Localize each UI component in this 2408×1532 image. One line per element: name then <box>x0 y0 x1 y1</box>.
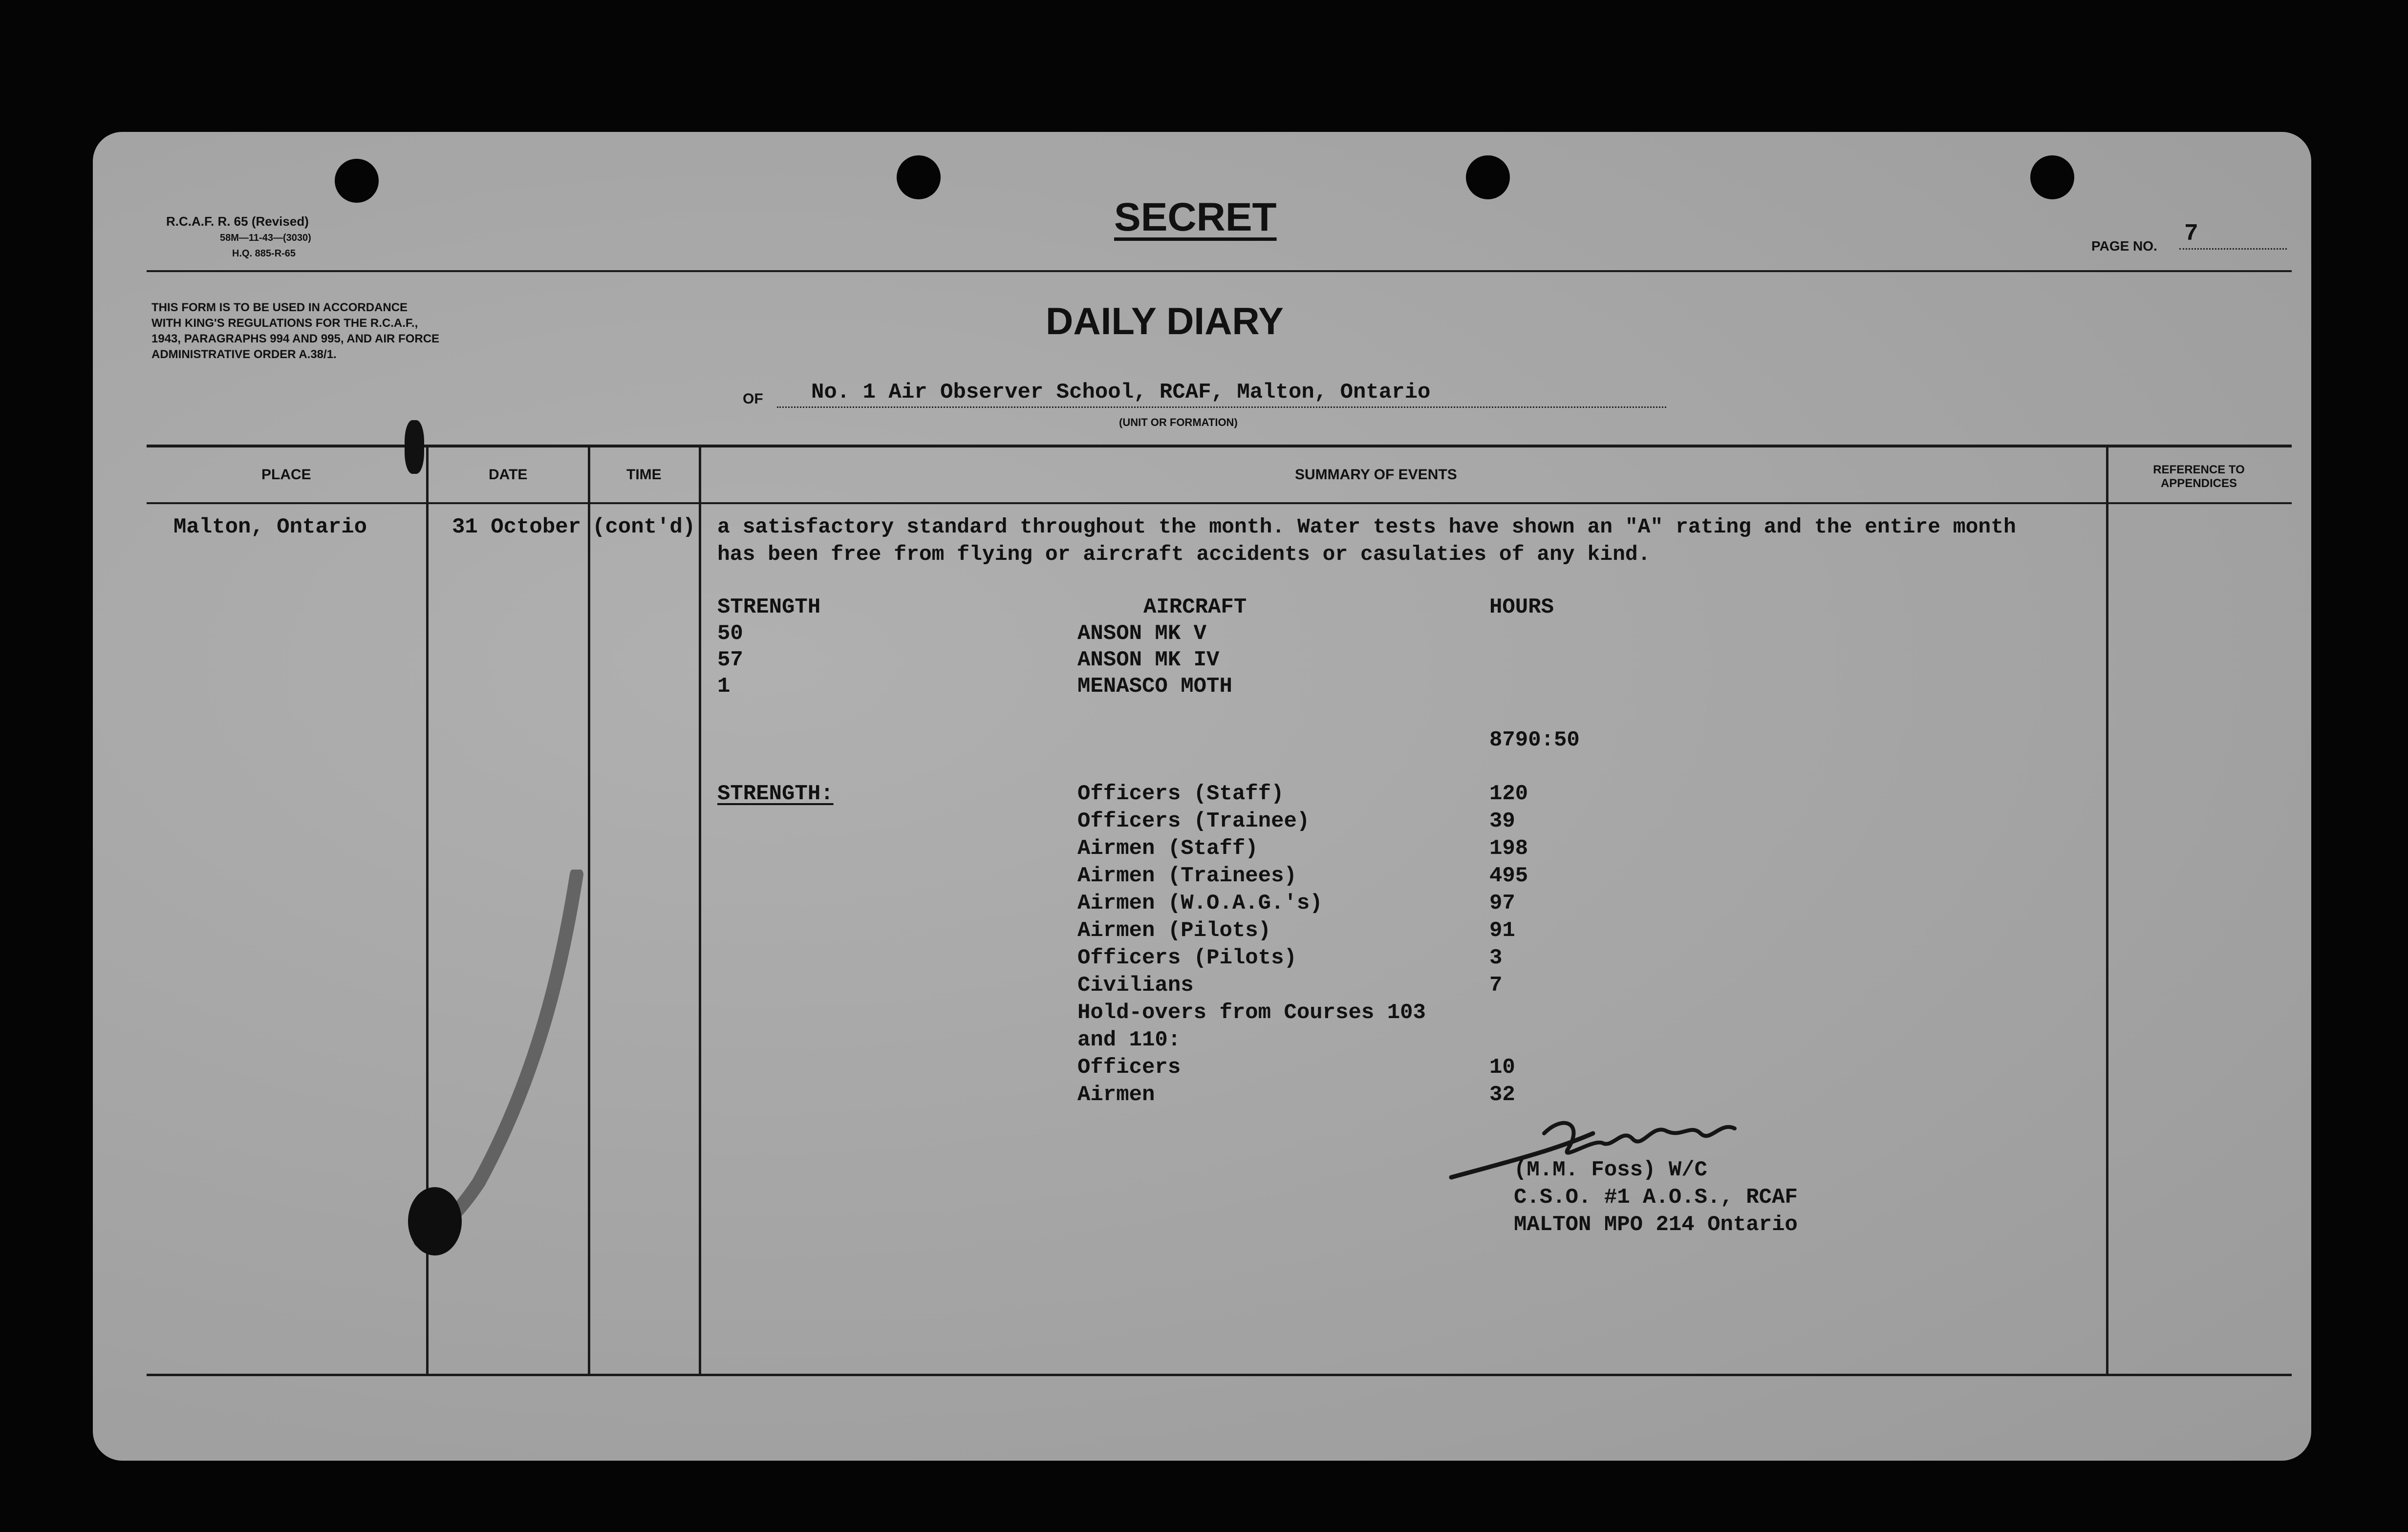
personnel-category: and 110: <box>1077 1028 1181 1052</box>
personnel-category: Airmen (Pilots) <box>1077 918 1271 943</box>
unit-rule <box>777 406 1666 408</box>
personnel-count: 120 <box>1489 782 1528 806</box>
time-header: TIME <box>626 467 662 483</box>
aircraft-strength: 57 <box>717 648 743 672</box>
personnel-category: Officers (Pilots) <box>1077 946 1297 970</box>
instruction-line: ADMINISTRATIVE ORDER A.38/1. <box>151 348 337 361</box>
punch-hole <box>1466 155 1510 199</box>
header-bottom-rule <box>147 502 2292 504</box>
page-number-rule <box>2179 248 2287 250</box>
personnel-category: Hold-overs from Courses 103 <box>1077 1000 1426 1025</box>
personnel-count: 97 <box>1489 891 1515 915</box>
summary-line: a satisfactory standard throughout the month. Water tests have shown an "A" rating and the entire month <box>717 515 2016 539</box>
personnel-count: 495 <box>1489 864 1528 888</box>
aircraft-type: ANSON MK IV <box>1077 648 1220 672</box>
reference-header <box>2116 463 2282 490</box>
punch-hole <box>897 155 941 199</box>
personnel-count: 7 <box>1489 973 1503 998</box>
instruction-line: THIS FORM IS TO BE USED IN ACCORDANCE <box>151 301 408 314</box>
personnel-count: 39 <box>1489 809 1515 833</box>
page-label: PAGE NO. <box>2091 238 2157 254</box>
table-bottom-rule <box>147 1374 2292 1376</box>
place-value: Malton, Ontario <box>173 515 367 539</box>
table-top-rule <box>147 445 2292 447</box>
summary-line: has been free from flying or aircraft accidents or casulaties of any kind. <box>717 542 1651 566</box>
personnel-category: Airmen (Staff) <box>1077 836 1258 861</box>
form-print-code: 58M—11-43—(3030) <box>220 233 311 243</box>
total-hours: 8790:50 <box>1489 728 1580 752</box>
aircraft-header-hours: HOURS <box>1489 595 1554 619</box>
instruction-line: 1943, PARAGRAPHS 994 AND 995, AND AIR FORCE <box>151 332 440 345</box>
unit-caption: (UNIT OR FORMATION) <box>1119 416 1238 428</box>
personnel-category: Airmen <box>1077 1083 1155 1107</box>
personnel-count: 10 <box>1489 1055 1515 1080</box>
aircraft-strength: 1 <box>717 674 731 699</box>
personnel-category: Airmen (Trainees) <box>1077 864 1297 888</box>
diary-title: DAILY DIARY <box>1046 299 1284 342</box>
personnel-count: 32 <box>1489 1083 1515 1107</box>
personnel-count: 3 <box>1489 946 1503 970</box>
page-number: 7 <box>2184 221 2198 247</box>
aircraft-header-strength: STRENGTH <box>717 595 821 619</box>
personnel-category: Officers <box>1077 1055 1181 1080</box>
personnel-category: Civilians <box>1077 973 1194 998</box>
header-rule <box>147 270 2292 272</box>
personnel-category: Airmen (W.O.A.G.'s) <box>1077 891 1323 915</box>
of-label: OF <box>743 391 763 407</box>
personnel-count: 91 <box>1489 918 1515 943</box>
signature-line: MALTON MPO 214 Ontario <box>1514 1213 1798 1237</box>
unit-name: No. 1 Air Observer School, RCAF, Malton, Ontario <box>811 380 1431 404</box>
date-value: 31 October <box>452 515 581 539</box>
column-divider <box>2106 447 2108 1374</box>
signature-line: (M.M. Foss) W/C <box>1514 1158 1708 1182</box>
ink-blot <box>405 420 424 474</box>
ink-smear <box>401 870 606 1275</box>
punch-hole <box>335 159 379 203</box>
time-value: (cont'd) <box>592 515 696 539</box>
reference-header-text: REFERENCE TO APPENDICES <box>2153 463 2245 490</box>
date-header: DATE <box>489 467 528 483</box>
aircraft-strength: 50 <box>717 621 743 646</box>
summary-header: SUMMARY OF EVENTS <box>1295 467 1457 483</box>
instruction-line: WITH KING'S REGULATIONS FOR THE R.C.A.F., <box>151 317 418 330</box>
place-header: PLACE <box>261 467 311 483</box>
form-hq-code: H.Q. 885-R-65 <box>232 248 296 259</box>
personnel-count: 198 <box>1489 836 1528 861</box>
personnel-category: Officers (Trainee) <box>1077 809 1310 833</box>
form-number: R.C.A.F. R. 65 (Revised) <box>166 214 309 229</box>
aircraft-header-aircraft: AIRCRAFT <box>1143 595 1247 619</box>
personnel-label: STRENGTH: <box>717 782 834 806</box>
aircraft-type: ANSON MK V <box>1077 621 1207 646</box>
aircraft-type: MENASCO MOTH <box>1077 674 1232 699</box>
signature-line: C.S.O. #1 A.O.S., RCAF <box>1514 1185 1798 1210</box>
classification: SECRET <box>1114 195 1277 239</box>
punch-hole <box>2030 155 2074 199</box>
column-divider <box>699 447 701 1374</box>
personnel-category: Officers (Staff) <box>1077 782 1284 806</box>
